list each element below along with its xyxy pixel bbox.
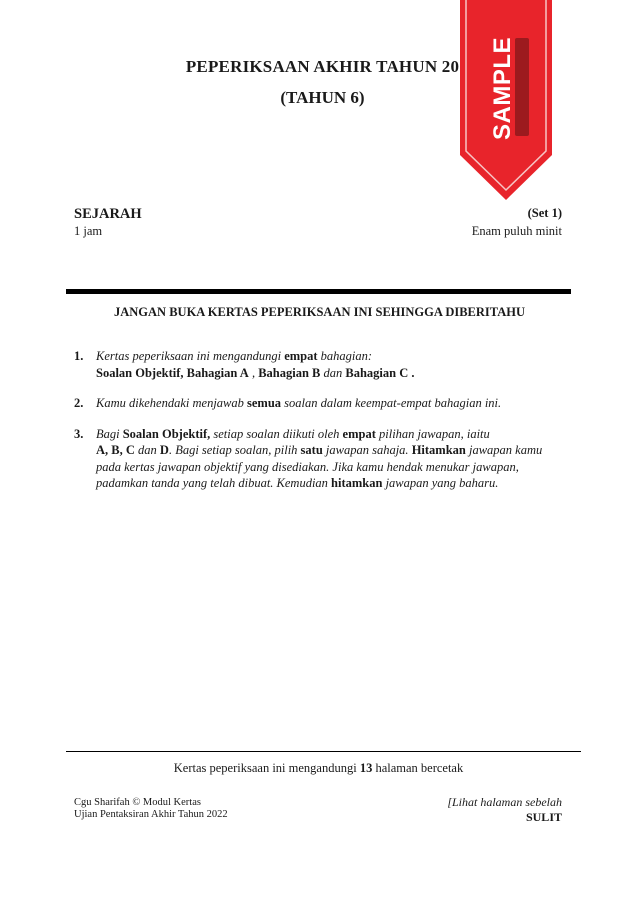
warning-notice: JANGAN BUKA KERTAS PEPERIKSAAN INI SEHINGGA DIBERITAHU — [114, 305, 525, 319]
instruction-number: 3. — [74, 426, 84, 441]
sample-label: SAMPLE — [489, 36, 516, 140]
page-count-note — [0, 761, 635, 776]
instruction-number: 2. — [74, 396, 84, 410]
credit-block — [74, 797, 228, 821]
instruction-text: Kamu dikehendaki menjawab semua soalan dalam keempat-empat bahagian ini. — [96, 396, 502, 410]
duration: 1 jam — [74, 224, 103, 238]
instruction-text: Bagi Soalan Objektif, setiap soalan diikuti oleh empat pilihan jawapan, iaitu A, B, C dan D. Bagi setiap soalan, pilih satu jawapan sahaja. Hitamkan jawapan kamu pada kertas jawapan objektif yang disediakan. Jika kamu hendak menukar jawapan, padamkan tanda yang telah dibuat. Kemudian hitamkan jawapan yang baharu. — [96, 426, 543, 490]
instruction-item — [74, 426, 569, 492]
credit-line-2: Ujian Pentaksiran Akhir Tahun 2022 — [74, 809, 228, 820]
exam-year-level: (TAHUN 6) — [280, 88, 365, 107]
ribbon-shape-icon — [460, 0, 552, 200]
thick-divider — [66, 289, 571, 294]
next-page-note: [Lihat halaman sebelah — [447, 795, 562, 809]
subject-name: SEJARAH — [74, 206, 142, 222]
footer-divider — [66, 751, 581, 752]
page-count-prefix: Kertas peperiksaan ini mengandungi — [173, 761, 360, 775]
instructions-list — [74, 348, 569, 506]
instruction-item — [74, 395, 569, 412]
credit-line-1: Cgu Sharifah © Modul Kertas — [74, 797, 201, 808]
page-count-value: 13 — [359, 761, 373, 775]
instruction-item — [74, 348, 569, 381]
instruction-text: Kertas peperiksaan ini mengandungi empat bahagian: Soalan Objektif, Bahagian A , Bahagian B dan Bahagian C . — [96, 349, 415, 380]
sample-watermark-ribbon — [460, 0, 552, 200]
page-count-suffix: halaman bercetak — [372, 761, 464, 775]
set-label: (Set 1) — [527, 206, 562, 220]
classification-label: SULIT — [525, 810, 562, 824]
exam-title-text: PEPERIKSAAN AKHIR TAHUN 20 — [185, 57, 460, 76]
instruction-number: 1. — [74, 349, 84, 363]
duration-words: Enam puluh minit — [471, 224, 562, 238]
